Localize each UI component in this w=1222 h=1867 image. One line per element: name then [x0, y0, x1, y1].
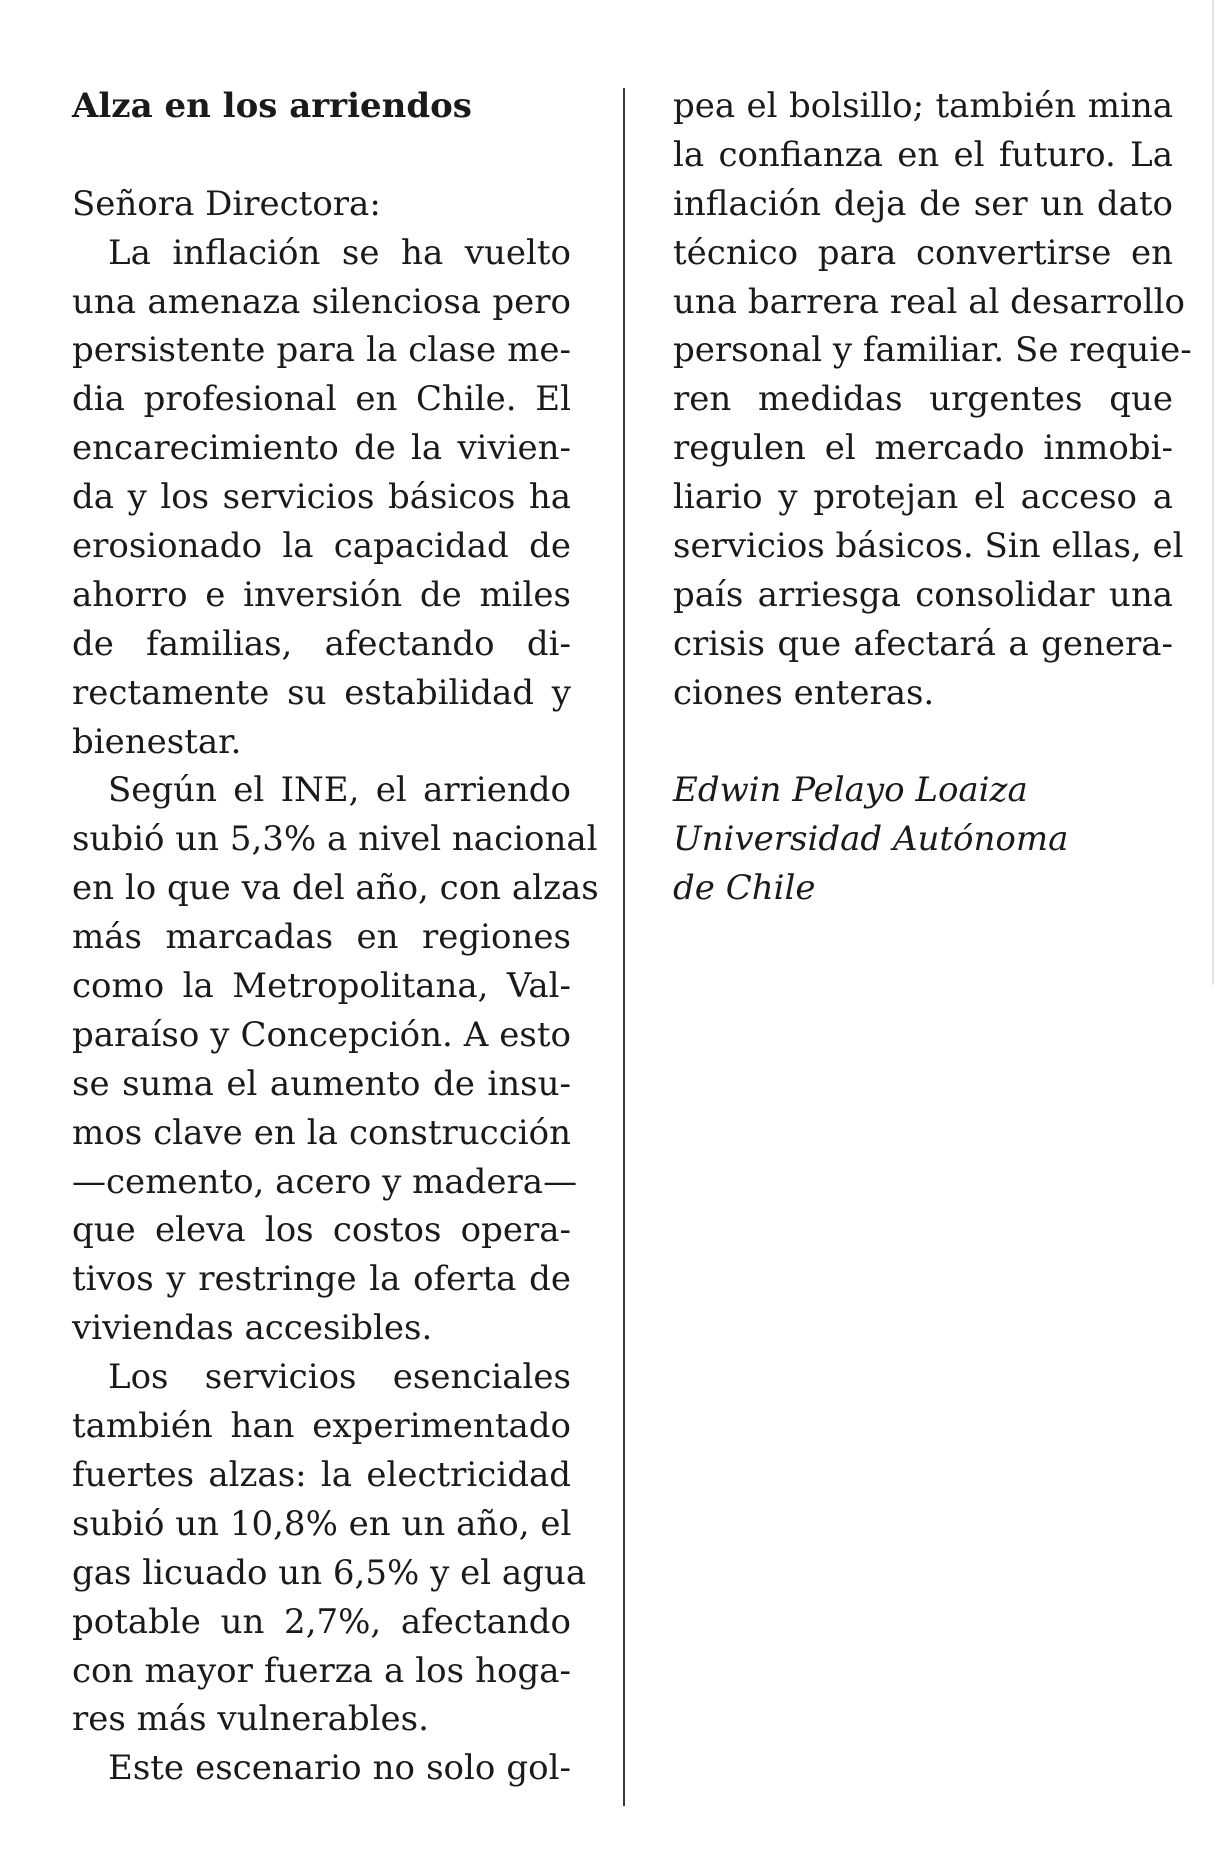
body-line: de familias, afectando di-: [72, 623, 571, 664]
body-line: La inflación se ha vuelto: [108, 232, 571, 273]
body-line: paraíso y Concepción. A esto: [72, 1014, 571, 1055]
body-line: se suma el aumento de insu-: [72, 1063, 571, 1104]
signature-affiliation: de Chile: [673, 868, 816, 909]
signature-block: [673, 766, 1173, 913]
body-line: pea el bolsillo; también mina: [673, 86, 1173, 126]
body-line: regulen el mercado inmobi-: [673, 428, 1173, 469]
body-line: la confianza en el futuro. La: [673, 134, 1173, 175]
body-line: inflación deja de ser un dato: [673, 183, 1173, 224]
body-line: en lo que va del año, con alzas: [72, 868, 599, 909]
body-line: servicios básicos. Sin ellas, el: [673, 526, 1184, 567]
body-line: crisis que afectará a genera-: [673, 623, 1173, 664]
letter-title: Alza en los arriendos: [72, 86, 472, 126]
body-line: ciones enteras.: [673, 672, 935, 713]
body-line: ren medidas urgentes que: [673, 379, 1173, 420]
body-line: bienestar.: [72, 721, 242, 762]
body-line: viviendas accesibles.: [72, 1308, 433, 1349]
body-line: personal y familiar. Se requie-: [673, 330, 1192, 371]
body-line: subió un 10,8% en un año, el: [72, 1503, 572, 1544]
page-edge-shadow: [1212, 0, 1214, 985]
body-line: una amenaza silenciosa pero: [72, 281, 571, 322]
body-line: país arriesga consolidar una: [673, 574, 1173, 615]
signature-name: Edwin Pelayo Loaiza: [673, 770, 1028, 811]
body-line: dia profesional en Chile. El: [72, 379, 571, 420]
right-column: [673, 82, 1192, 913]
body-line: encarecimiento de la vivien-: [72, 428, 571, 469]
column-divider: [623, 88, 625, 1806]
body-line: mos clave en la construcción: [72, 1112, 571, 1153]
body-line: más marcadas en regiones: [72, 917, 571, 958]
body-line: rectamente su estabilidad y: [72, 672, 571, 713]
body-line: potable un 2,7%, afectando: [72, 1601, 571, 1642]
body-line: persistente para la clase me-: [72, 330, 571, 371]
left-column: [72, 82, 599, 1793]
body-line: res más vulnerables.: [72, 1699, 429, 1740]
body-line: Este escenario no solo gol-: [108, 1748, 571, 1789]
body-line: fuertes alzas: la electricidad: [72, 1454, 571, 1495]
body-line: subió un 5,3% a nivel nacional: [72, 819, 598, 860]
signature-affiliation: Universidad Autónoma: [673, 819, 1069, 860]
salutation: Señora Directora:: [72, 183, 381, 224]
body-line: tivos y restringe la oferta de: [72, 1259, 571, 1300]
body-line: una barrera real al desarrollo: [673, 281, 1185, 322]
title-spacer: [72, 131, 571, 180]
body-line: que eleva los costos opera-: [72, 1210, 571, 1251]
body-line: liario y protejan el acceso a: [673, 477, 1173, 518]
body-line: con mayor fuerza a los hoga-: [72, 1650, 571, 1691]
body-line: da y los servicios básicos ha: [72, 477, 571, 518]
body-line: —cemento, acero y madera—: [72, 1161, 578, 1202]
body-line: Los servicios esenciales: [108, 1357, 571, 1398]
body-line: gas licuado un 6,5% y el agua: [72, 1552, 587, 1593]
signature-spacer: [673, 718, 1173, 767]
body-line: como la Metropolitana, Val-: [72, 966, 571, 1007]
body-line: ahorro e inversión de miles: [72, 574, 571, 615]
body-line: técnico para convertirse en: [673, 232, 1173, 273]
body-line: Según el INE, el arriendo: [108, 770, 571, 811]
body-line: también han experimentado: [72, 1406, 571, 1447]
body-line: erosionado la capacidad de: [72, 526, 571, 567]
